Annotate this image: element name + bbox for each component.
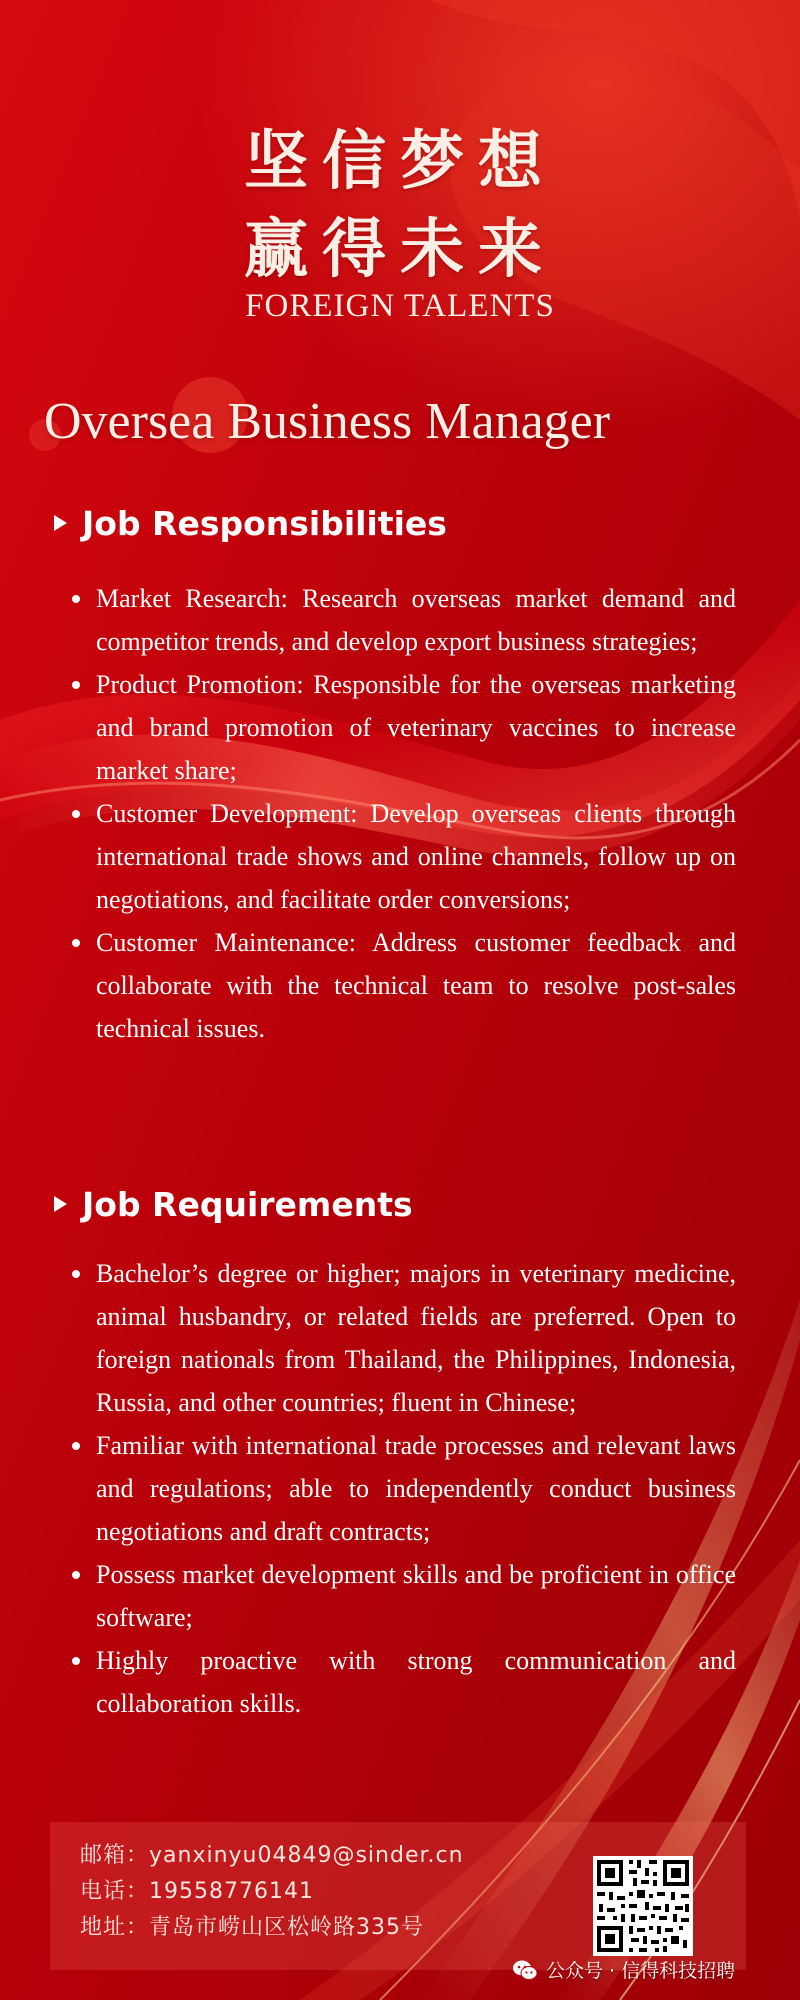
contact-phone[interactable]: 电话：19558776141 bbox=[80, 1879, 314, 1904]
list-item: Market Research: Research overseas market demand and competitor trends, and develop export business strategies; bbox=[70, 577, 736, 663]
list-item: Familiar with international trade processes and relevant laws and regulations; able to independently conduct business negotiations and draft contracts; bbox=[70, 1424, 736, 1553]
slogan-line-1: 坚信梦想 bbox=[244, 124, 556, 199]
list-item: Customer Development: Develop overseas clients through international trade shows and online channels, follow up on negotiations, and facilitate order conversions; bbox=[70, 792, 736, 921]
contact-lines bbox=[80, 1838, 464, 1946]
contact-box bbox=[50, 1822, 746, 1970]
watermark bbox=[512, 1956, 735, 1983]
list-item: Bachelor’s degree or higher; majors in veterinary medicine, animal husbandry, or related fields are preferred. Open to foreign nationals from Thailand, the Philippines, Indonesia, Russia, and other countries; fluent in Chinese; bbox=[70, 1252, 736, 1424]
wechat-icon bbox=[512, 1959, 538, 1981]
responsibilities-heading bbox=[54, 503, 447, 543]
responsibilities-list bbox=[70, 577, 736, 1050]
contact-email[interactable]: 邮箱：yanxinyu04849@sinder.cn bbox=[80, 1843, 464, 1868]
list-item: Product Promotion: Responsible for the overseas marketing and brand promotion of veterinary vaccines to increase market share; bbox=[70, 663, 736, 792]
responsibilities-heading-label: Job Responsibilities bbox=[82, 503, 447, 543]
contact-address: 地址：青岛市崂山区松岭路335号 bbox=[80, 1915, 424, 1940]
subtitle: FOREIGN TALENTS bbox=[245, 288, 555, 324]
list-item: Highly proactive with strong communication and collaboration skills. bbox=[70, 1639, 736, 1725]
requirements-list bbox=[70, 1252, 736, 1725]
requirements-heading-label: Job Requirements bbox=[82, 1184, 413, 1224]
watermark-label: 公众号 · 信得科技招聘 bbox=[546, 1960, 736, 1982]
list-item: Possess market development skills and be proficient in office software; bbox=[70, 1553, 736, 1639]
triangle-right-icon bbox=[54, 515, 67, 531]
job-title: Oversea Business Manager bbox=[44, 393, 611, 450]
requirements-heading bbox=[54, 1184, 413, 1224]
slogan-line-2: 赢得未来 bbox=[244, 212, 556, 287]
triangle-right-icon bbox=[54, 1196, 67, 1212]
list-item: Customer Maintenance: Address customer feedback and collaborate with the technical team to resolve post-sales technical issues. bbox=[70, 921, 736, 1050]
qr-code-icon[interactable] bbox=[593, 1856, 693, 1956]
